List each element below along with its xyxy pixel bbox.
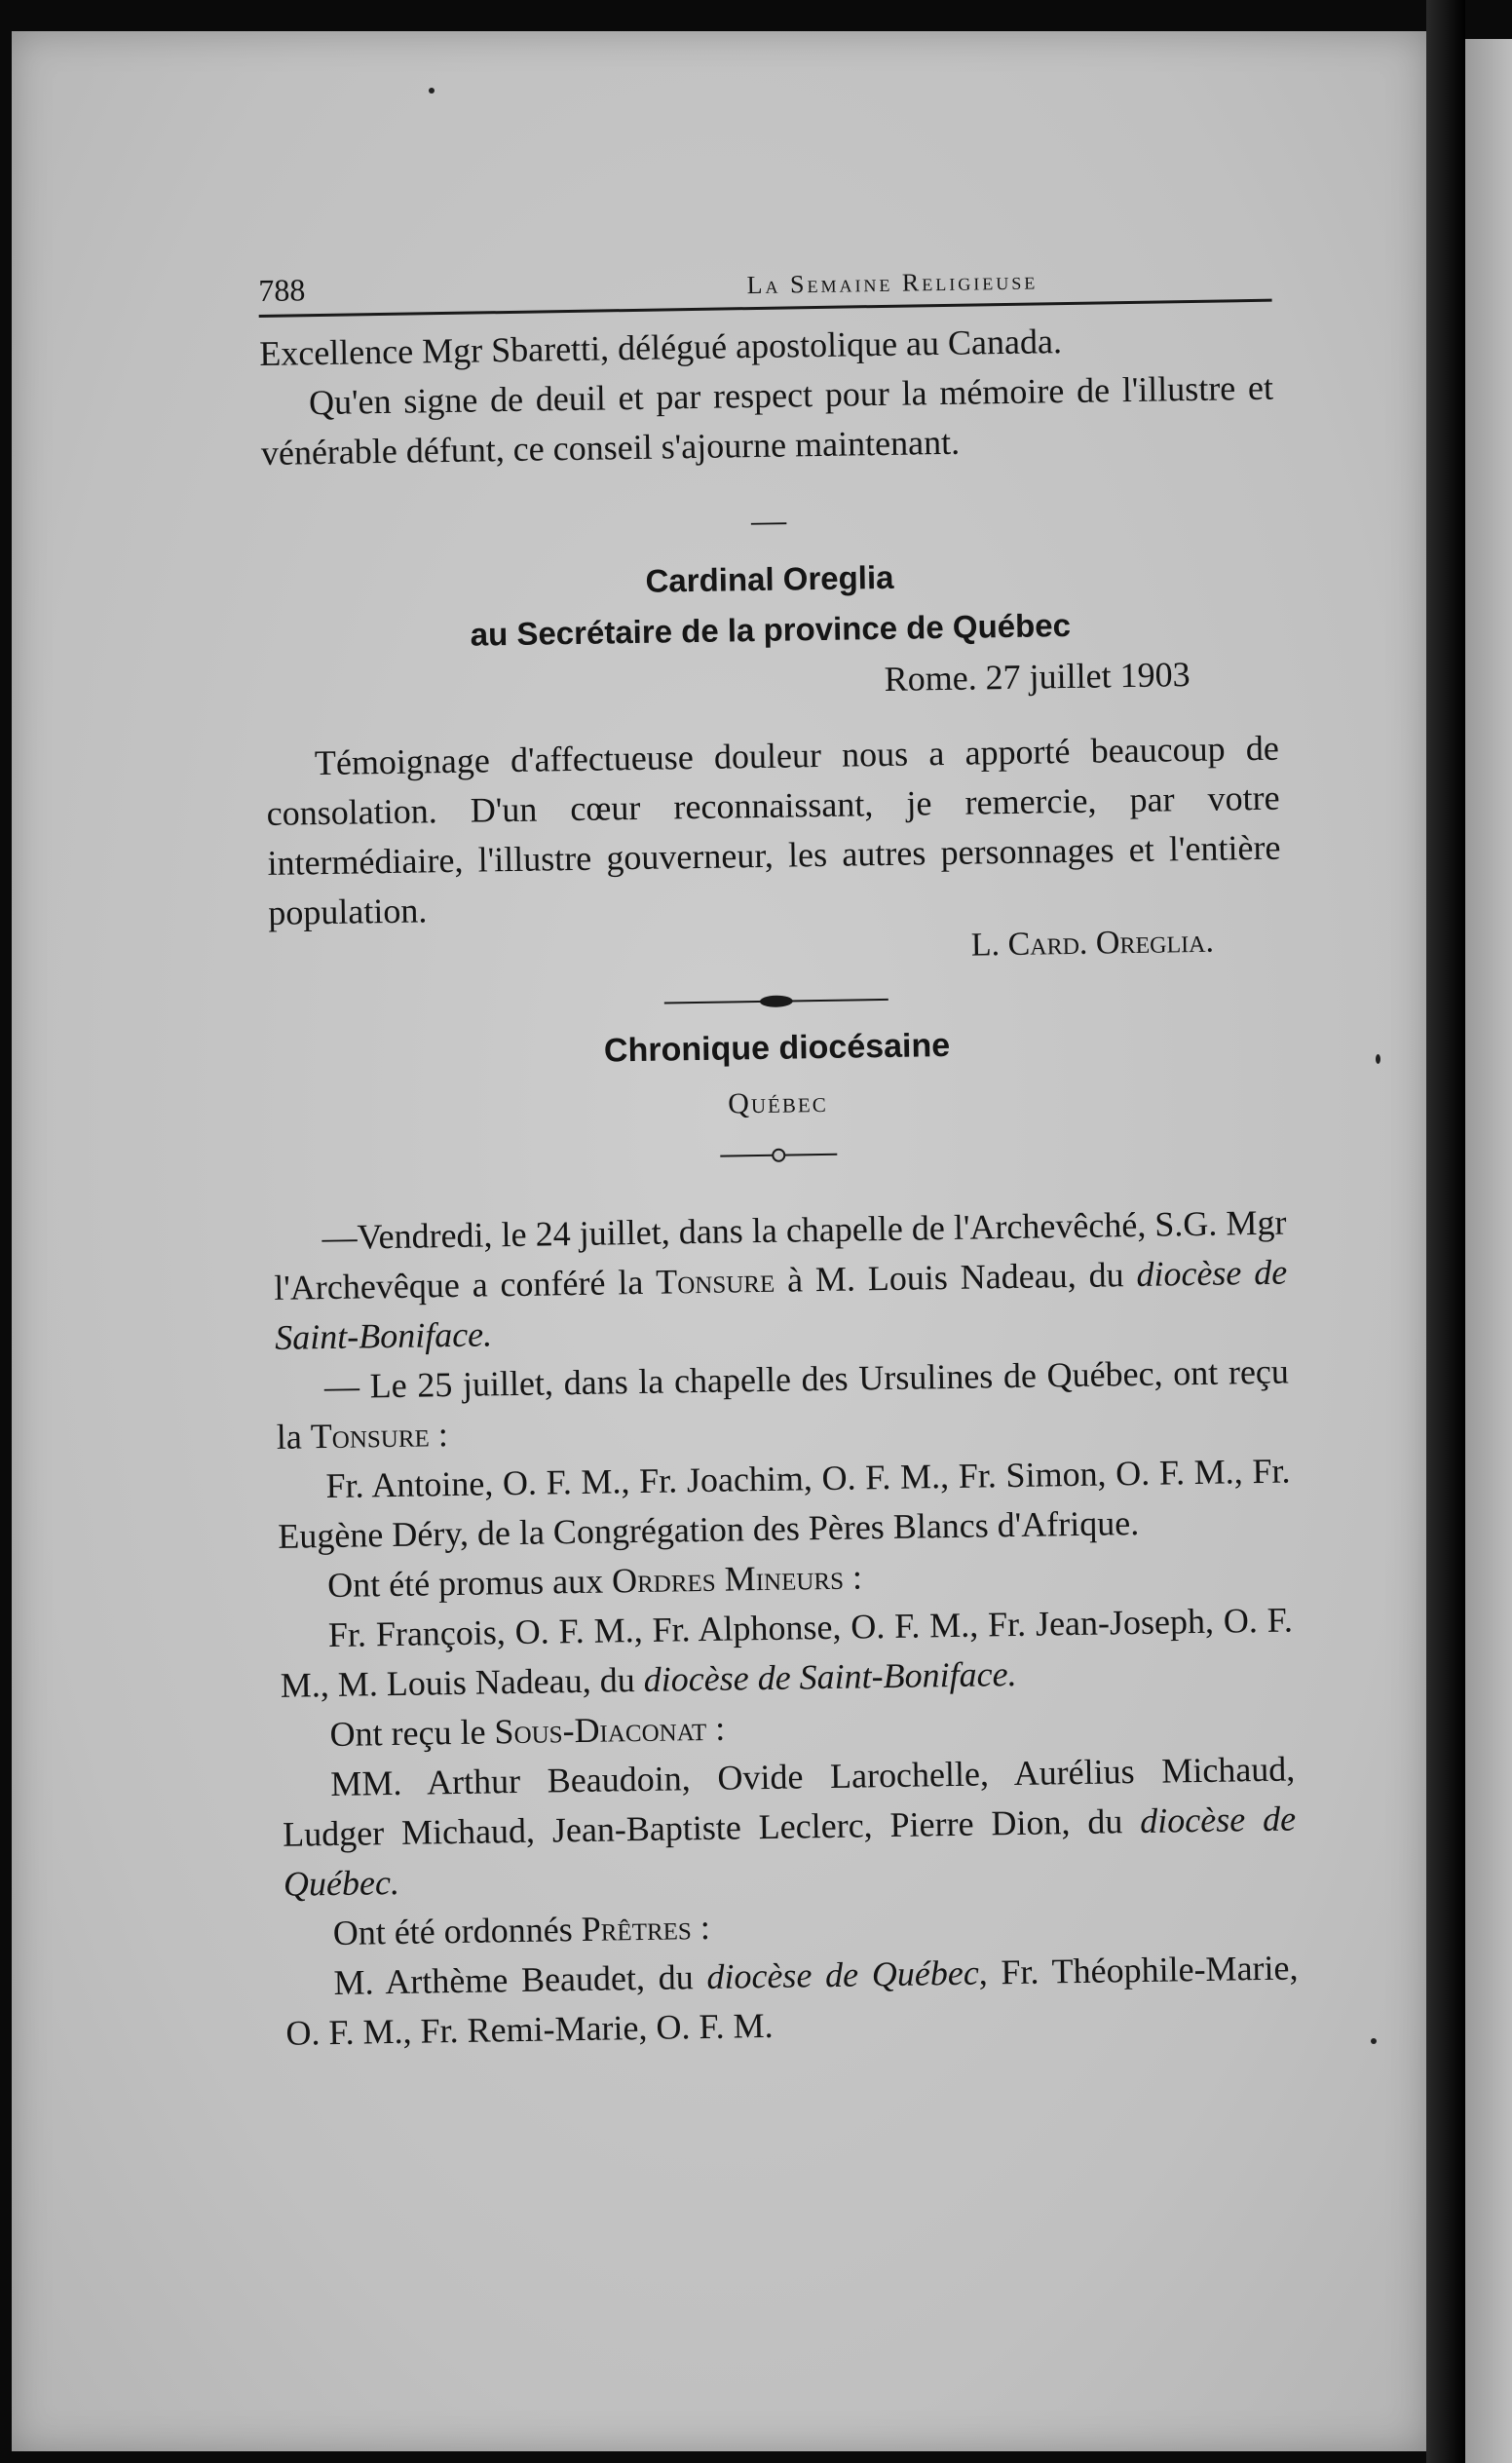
adjacent-page-edge: [1465, 39, 1512, 2463]
dust-speck: [1371, 2038, 1377, 2044]
opening-paragraph: Qu'en signe de deuil et par respect pour la mémoire de l'illustre et vénérable défunt, ce conseil s'ajourne maintenant.: [260, 367, 1274, 473]
letter-subtitle: au Secrétaire de la province de Québec: [470, 606, 1072, 653]
section-dash: —: [750, 500, 787, 541]
letter-title: Cardinal Oreglia: [645, 558, 894, 599]
page-content: [258, 257, 1300, 2059]
letter-signature: L. Card. Oreglia.: [970, 923, 1215, 964]
film-gutter: [1426, 0, 1465, 2463]
chronique-paragraph-7: MM. Arthur Beaudoin, Ovide Larochelle, Aurélius Michaud, Ludger Michaud, Jean-Baptiste Leclerc, Pierre Dion, du diocèse de Québec.: [282, 1749, 1297, 1904]
opening-line: Excellence Mgr Sbaretti, délégué apostolique au Canada.: [258, 322, 1063, 373]
letter-dateline: Rome. 27 juillet 1903: [884, 655, 1191, 699]
section-title: Chronique diocésaine: [603, 1026, 951, 1070]
dust-speck: [1376, 1054, 1380, 1064]
ornament-divider: [664, 993, 888, 1010]
chronique-paragraph-8: Ont été ordonnés Prêtres :: [332, 1907, 711, 1953]
chronique-paragraph-5: Fr. François, O. F. M., Fr. Alphonse, O. F. M., Fr. Jean-Joseph, O. F. M., M. Louis Nadeau, du diocèse de Saint-Boniface.: [280, 1600, 1294, 1705]
chronique-paragraph-2: — Le 25 juillet, dans la chapelle des Ursulines de Québec, ont reçu la Tonsure :: [276, 1351, 1290, 1457]
dust-speck: [429, 88, 435, 94]
letter-body: Témoignage d'affectueuse douleur nous a apporté beaucoup de consolation. D'un cœur reconnaissant, je remercie, par votre intermédiaire, l'illustre gouverneur, les autres personnages et l'entière population.: [266, 728, 1281, 932]
chronique-paragraph-3: Fr. Antoine, O. F. M., Fr. Joachim, O. F. M., Fr. Simon, O. F. M., Fr. Eugène Déry, de la Congrégation des Pères Blancs d'Afrique.: [278, 1451, 1291, 1556]
chronique-paragraph-1: —Vendredi, le 24 juillet, dans la chapelle de l'Archevêché, S.G. Mgr l'Archevêque a conféré la Tonsure à M. Louis Nadeau, du diocèse de Saint-Boniface.: [274, 1202, 1288, 1357]
chronique-paragraph-6: Ont reçu le Sous-Diaconat :: [329, 1708, 726, 1755]
small-separator: [720, 1149, 837, 1162]
page-number: 788: [258, 272, 306, 308]
chronique-paragraph-4: Ont été promus aux Ordres Mineurs :: [326, 1557, 863, 1606]
section-subtitle: Québec: [727, 1085, 828, 1120]
running-title: La Semaine Religieuse: [746, 266, 1039, 300]
chronique-paragraph-9: M. Arthème Beaudet, du diocèse de Québec, Fr. Théophile-Marie, O. F. M., Fr. Remi-Marie, O. F. M.: [285, 1948, 1299, 2053]
